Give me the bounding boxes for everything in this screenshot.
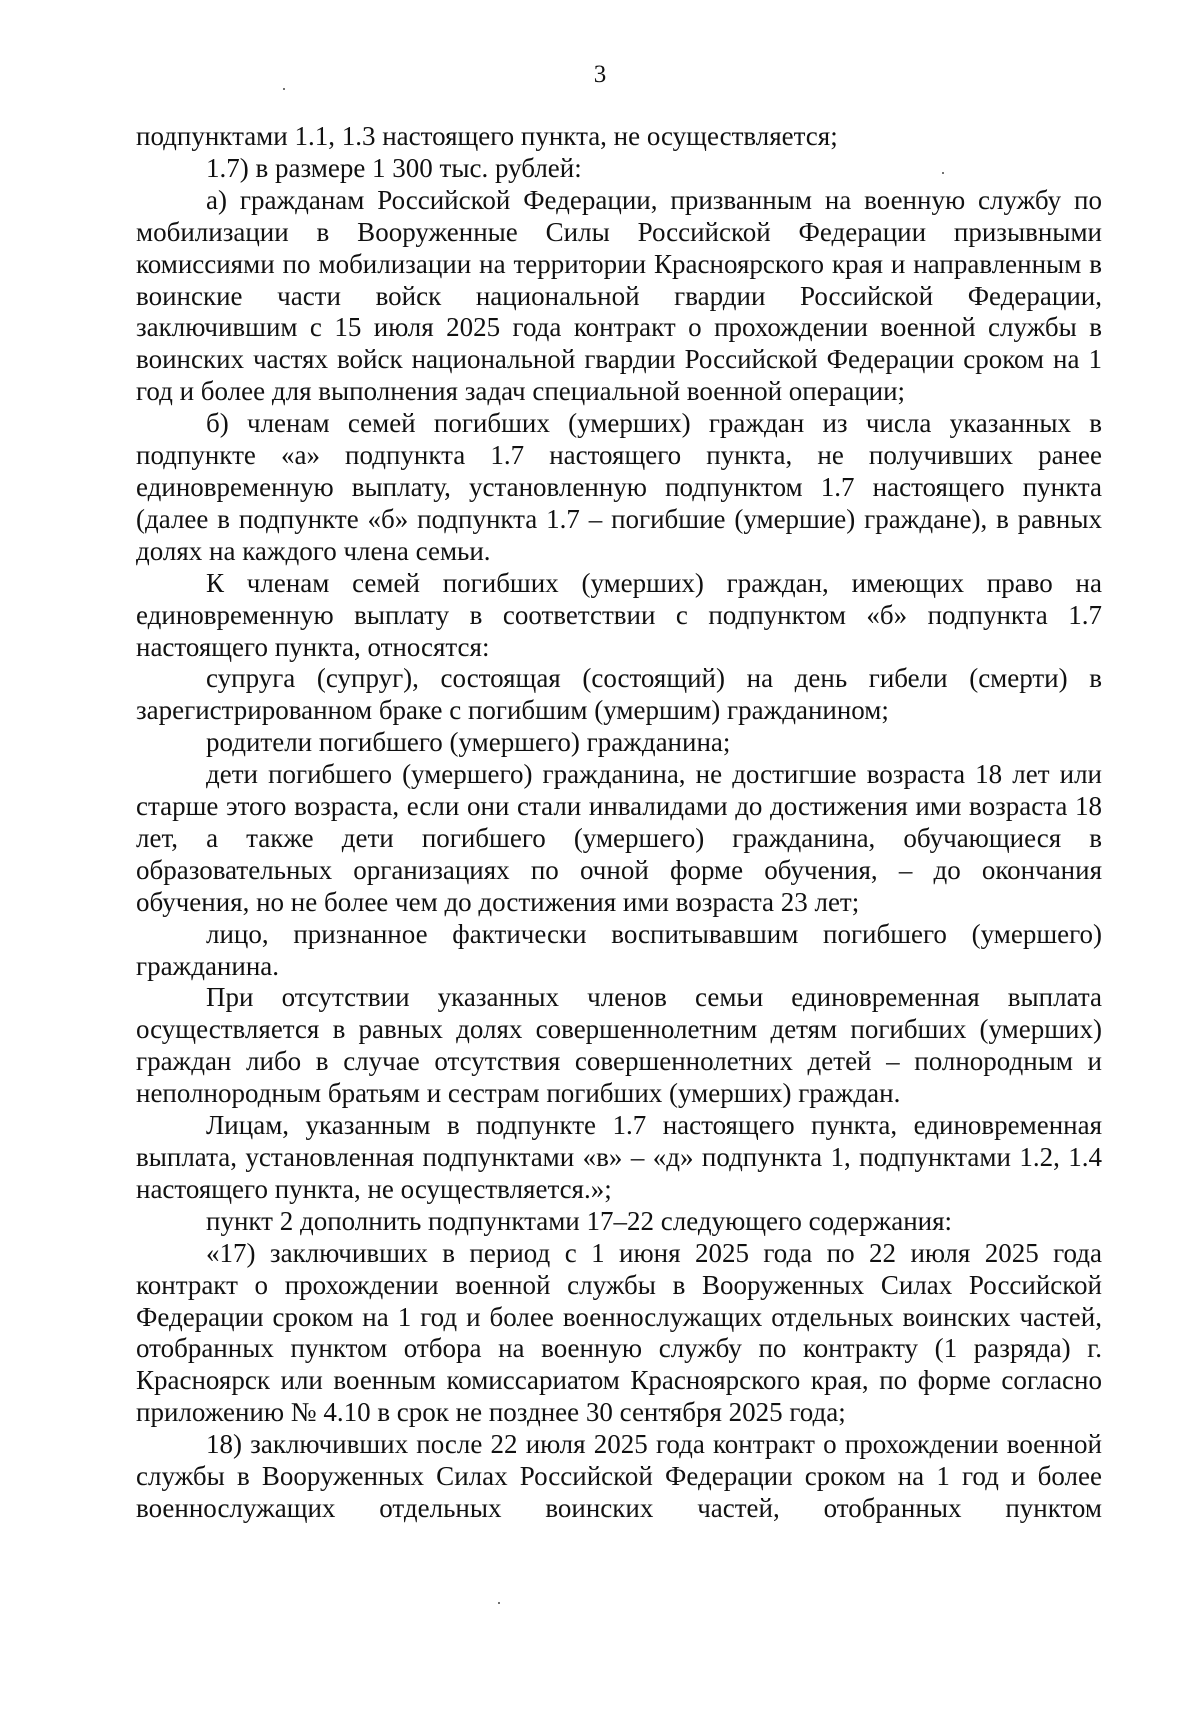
scan-speck [498,1602,500,1604]
paragraph-exclusion: Лицам, указанным в подпункте 1.7 настоящего пункта, единовременная выплата, установленная подпунктами «в» – «д» подпункта 1, подпунктами 1.2, 1.4 настоящего пункта, не осуществляется.»; [136,1110,1102,1204]
paragraph-item-b: б) членам семей погибших (умерших) граждан из числа указанных в подпункте «а» подпункта 1.7 настоящего пункта, не получивших ранее единовременную выплату, установленную подпунктом 1.7 настоящего пункта (далее в подпункте «б» подпункта 1.7 – погибшие (умершие) граждане), в равных долях на каждого члена семьи. [136,408,1102,566]
paragraph-subitem-1-7: 1.7) в размере 1 300 тыс. рублей: [206,152,582,183]
paragraph-subitem-17: «17) заключивших в период с 1 июня 2025 года по 22 июля 2025 года контракт о прохождении военной службы в Вооруженных Силах Российской Федерации сроком на 1 год и более военнослужащих отдельных воинских частей, отобранных пунктом отбора на военную службу по контракту (1 разряда) г. Красноярск или военным комиссариатом Красноярского края, по форме согласно приложению № 4.10 в срок не позднее 30 сентября 2025 года; [136,1237,1102,1428]
scan-speck [283,88,285,90]
paragraph-spouse: супруга (супруг), состоящая (состоящий) на день гибели (смерти) в зарегистрированном браке с погибшим (умершим) гражданином; [136,663,1102,726]
document-body [136,121,1102,1525]
paragraph-subitem-18: 18) заключивших после 22 июля 2025 года контракт о прохождении военной службы в Вооруженных Силах Российской Федерации сроком на 1 год и более военнослужащих отдельных воинских частей, отобранных пунктом [136,1429,1102,1523]
paragraph-family-members: К членам семей погибших (умерших) граждан, имеющих право на единовременную выплату в соответствии с подпунктом «б» подпункта 1.7 настоящего пункта, относятся: [136,567,1102,662]
paragraph-parents: родители погибшего (умершего) гражданина; [206,727,731,758]
paragraph-item-a: а) гражданам Российской Федерации, призванным на военную службу по мобилизации в Вооруженные Силы Российской Федерации призывными комиссиями по мобилизации на территории Красноярского края и направленным в воинские части войск национальной гвардии Российской Федерации, заключившим с 15 июля 2025 года контракт о прохождении военной службы в воинских частях войск национальной гвардии Российской Федерации сроком на 1 год и более для выполнения задач специальной военной операции; [136,184,1102,407]
paragraph-absence: При отсутствии указанных членов семьи единовременная выплата осуществляется в равных долях совершеннолетним детям погибших (умерших) граждан либо в случае отсутствия совершеннолетних детей – полнородным и неполнородным братьям и сестрам погибших (умерших) граждан. [136,982,1102,1109]
paragraph-children: дети погибшего (умершего) гражданина, не достигшие возраста 18 лет или старше этого возраста, если они стали инвалидами до достижения ими возраста 18 лет, а также дети погибшего (умершего) гражданина, обучающиеся в образовательных организациях по очной форме обучения, – до окончания обучения, но не более чем до достижения ими возраста 23 лет; [136,759,1102,917]
paragraph-guardian: лицо, признанное фактически воспитывавшим погибшего (умершего) гражданина. [136,918,1102,981]
paragraph-point-2: пункт 2 дополнить подпунктами 17–22 следующего содержания: [206,1205,953,1236]
paragraph-continuation: подпунктами 1.1, 1.3 настоящего пункта, не осуществляется; [136,121,838,151]
page-number: 3 [593,61,607,88]
